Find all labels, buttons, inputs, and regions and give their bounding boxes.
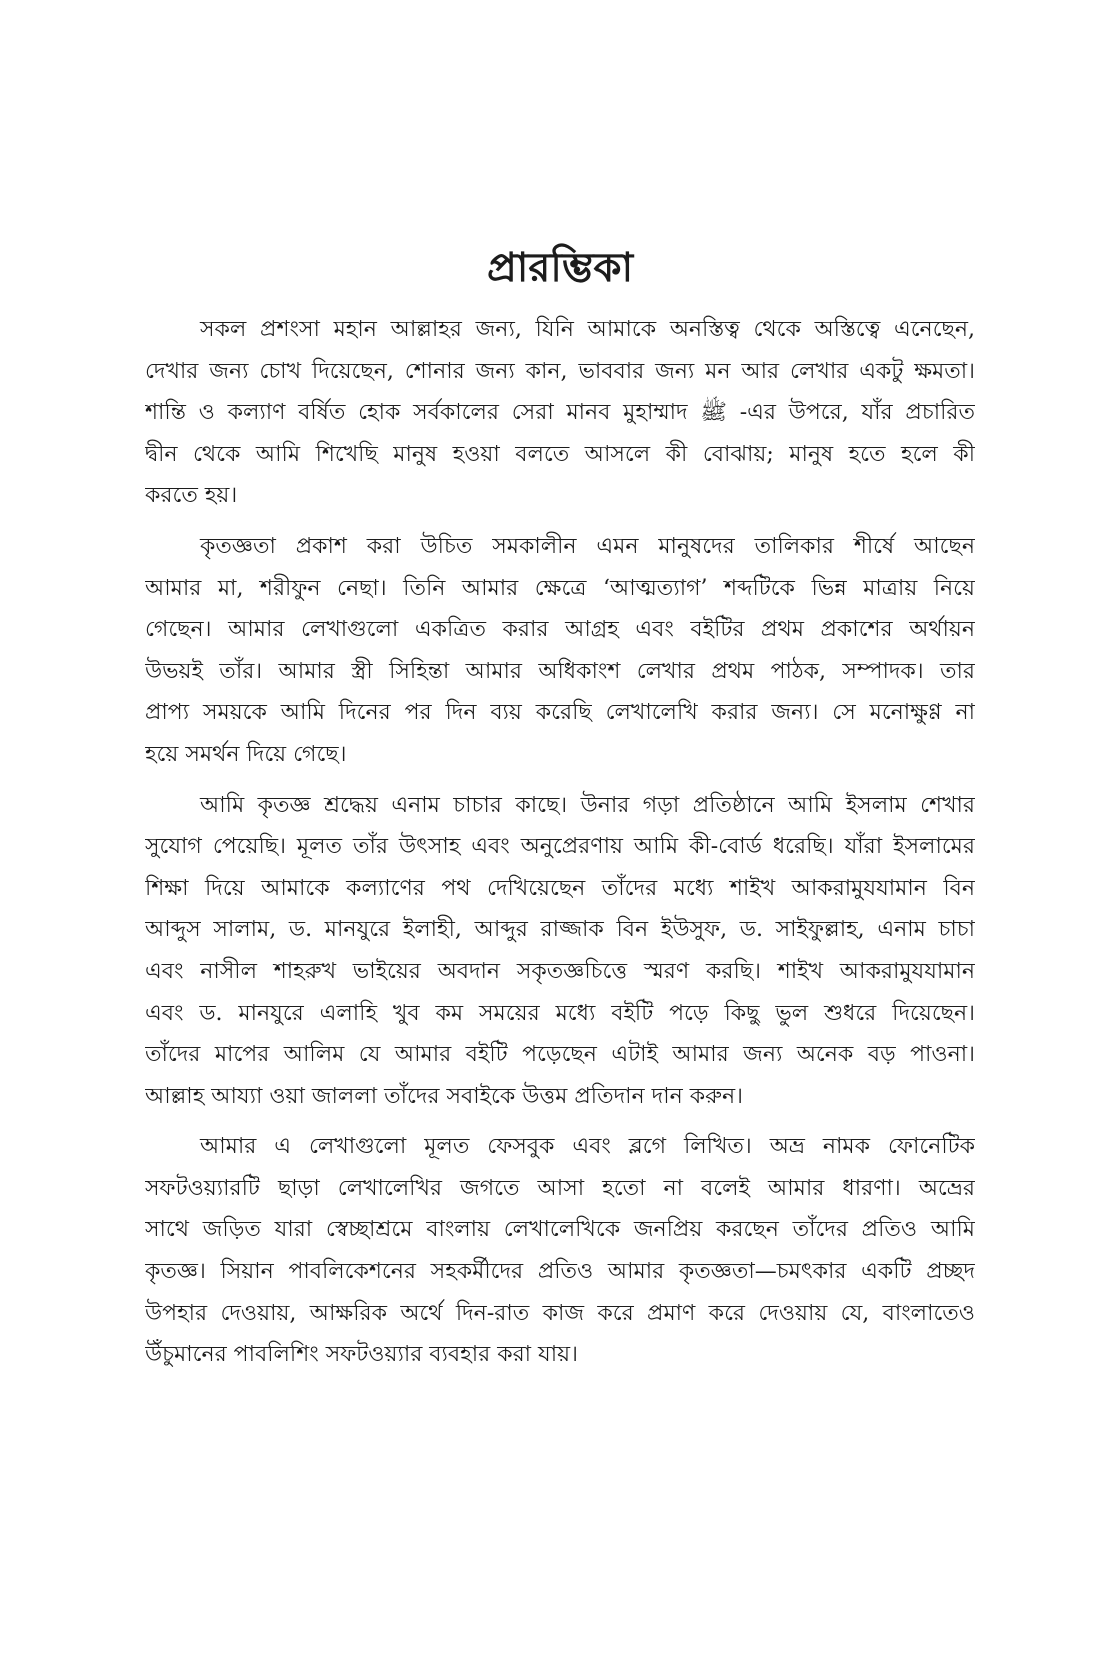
- text-line: দেখার জন্য চোখ দিয়েছেন, শোনার জন্য কান, ভাববার জন্য মন আর লেখার একটু ক্ষমতা।: [145, 358, 975, 384]
- paragraph-teachers: [145, 785, 975, 1118]
- text-line: সুযোগ পেয়েছি। মূলত তাঁর উৎসাহ এবং অনুপ্রেরণায় আমি কী-বোর্ড ধরেছি। যাঁরা ইসলামের: [145, 834, 975, 860]
- text-line: উপহার দেওয়ায়, আক্ষরিক অর্থে দিন-রাত কাজ করে প্রমাণ করে দেওয়ায় যে, বাংলাতেও: [145, 1300, 975, 1326]
- text-line: হয়ে সমর্থন দিয়ে গেছে।: [145, 741, 347, 767]
- text-line: সকল প্রশংসা মহান আল্লাহর জন্য, যিনি আমাকে অনস্তিত্ব থেকে অস্তিত্বে এনেছেন,: [200, 317, 975, 342]
- text-line: তাঁদের মাপের আলিম যে আমার বইটি পড়েছেন এটাই আমার জন্য অনেক বড় পাওনা।: [145, 1042, 975, 1068]
- text-line: শান্তি ও কল্যাণ বর্ষিত হোক সর্বকালের সেরা মানব মুহাম্মাদ ﷺ -এর উপরে, যাঁর প্রচারিত: [145, 400, 975, 426]
- text-line: এবং নাসীল শাহরুখ ভাইয়ের অবদান সকৃতজ্ঞচিত্তে স্মরণ করছি। শাইখ আকরামুযযামান: [145, 958, 975, 984]
- text-line: করতে হয়।: [145, 483, 238, 509]
- text-line: শিক্ষা দিয়ে আমাকে কল্যাণের পথ দেখিয়েছেন তাঁদের মধ্যে শাইখ আকরামুযযামান বিন: [145, 875, 975, 901]
- text-line: সাথে জড়িত যারা স্বেচ্ছাশ্রমে বাংলায় লেখালেখিকে জনপ্রিয় করছেন তাঁদের প্রতিও আমি: [145, 1217, 975, 1243]
- paragraph-praise: [145, 309, 975, 517]
- text-line: আমি কৃতজ্ঞ শ্রদ্ধেয় এনাম চাচার কাছে। উনার গড়া প্রতিষ্ঠানে আমি ইসলাম শেখার: [200, 792, 975, 818]
- paragraph-publisher: [145, 1126, 975, 1376]
- text-line: এবং ড. মানযুরে এলাহি খুব কম সময়ের মধ্যে বইটি পড়ে কিছু ভুল শুধরে দিয়েছেন।: [145, 1000, 975, 1026]
- text-line: আব্দুস সালাম, ড. মানযুরে ইলাহী, আব্দুর রাজ্জাক বিন ইউসুফ, ড. সাইফুল্লাহ, এনাম চাচা: [145, 917, 975, 943]
- text-line: আমার এ লেখাগুলো মূলত ফেসবুক এবং ব্লগে লিখিত। অভ্র নামক ফোনেটিক: [200, 1134, 975, 1160]
- text-line: উভয়ই তাঁর। আমার স্ত্রী সিহিন্তা আমার অধিকাংশ লেখার প্রথম পাঠক, সম্পাদক। তার: [145, 658, 975, 684]
- text-line: উঁচুমানের পাবলিশিং সফটওয়্যার ব্যবহার করা যায়।: [145, 1342, 578, 1368]
- text-line: গেছেন। আমার লেখাগুলো একত্রিত করার আগ্রহ এবং বইটির প্রথম প্রকাশের অর্থায়ন: [145, 617, 975, 643]
- text-line: আমার মা, শরীফুন নেছা। তিনি আমার ক্ষেত্রে ‘আত্মত্যাগ’ শব্দটিকে ভিন্ন মাত্রায় নিয়ে: [145, 575, 975, 601]
- text-line: আল্লাহ আয্যা ওয়া জাললা তাঁদের সবাইকে উত্তম প্রতিদান দান করুন।: [145, 1083, 743, 1109]
- text-line: দ্বীন থেকে আমি শিখেছি মানুষ হওয়া বলতে আসলে কী বোঝায়; মানুষ হতে হলে কী: [145, 441, 975, 467]
- page-title: প্রারম্ভিকা: [486, 244, 634, 291]
- text-line: কৃতজ্ঞতা প্রকাশ করা উচিত সমকালীন এমন মানুষদের তালিকার শীর্ষে আছেন: [200, 533, 975, 559]
- text-line: সফটওয়্যারটি ছাড়া লেখালেখির জগতে আসা হতো না বলেই আমার ধারণা। অভ্রের: [145, 1175, 975, 1201]
- text-line: প্রাপ্য সময়কে আমি দিনের পর দিন ব্যয় করেছি লেখালেখি করার জন্য। সে মনোক্ষুণ্ণ না: [145, 700, 975, 726]
- document-body: [145, 309, 975, 1385]
- text-line: কৃতজ্ঞ। সিয়ান পাবলিকেশনের সহকর্মীদের প্রতিও আমার কৃতজ্ঞতা—চমৎকার একটি প্রচ্ছদ: [145, 1259, 975, 1285]
- paragraph-family: [145, 526, 975, 776]
